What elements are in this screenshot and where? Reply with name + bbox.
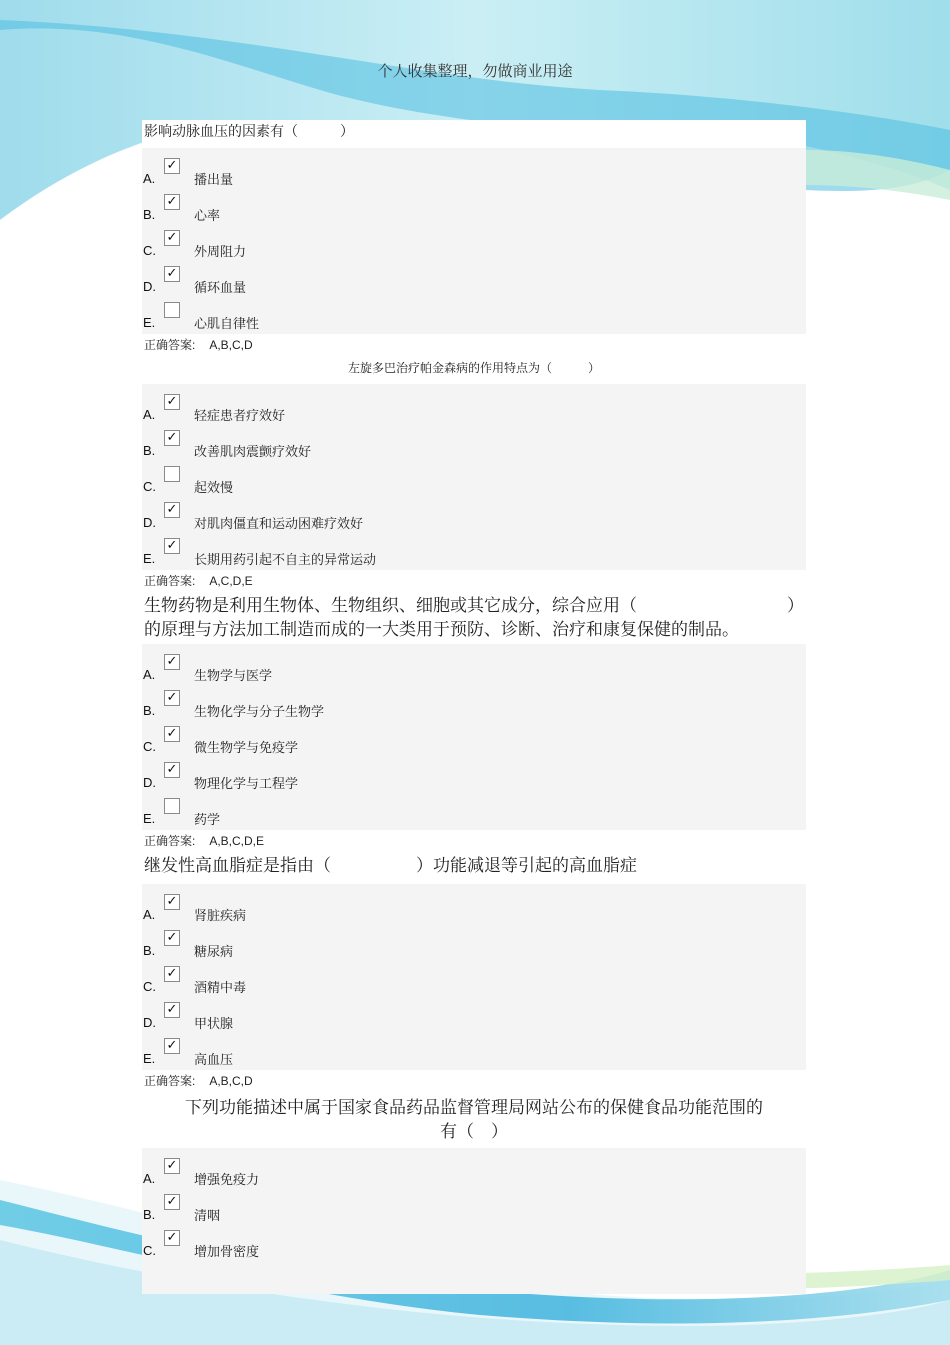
question-2-text: 左旋多巴治疗帕金森病的作用特点为（ ）	[347, 361, 600, 375]
option-a[interactable]	[142, 650, 806, 686]
option-letter: A.	[143, 667, 156, 682]
option-e[interactable]	[142, 794, 806, 830]
checkbox[interactable]: ✓	[164, 762, 180, 778]
option-label: 长期用药引起不自主的异常运动	[194, 553, 377, 568]
page-header: 个人收集整理，勿做商业用途	[377, 62, 573, 80]
option-e[interactable]	[142, 534, 806, 570]
option-label: 播出量	[194, 173, 234, 188]
option-label: 起效慢	[194, 481, 234, 496]
option-label: 微生物学与免疫学	[194, 741, 299, 756]
question-5-line2: 有（ ）	[440, 1122, 508, 1142]
checkbox[interactable]: ✓	[164, 1194, 180, 1210]
question-1-text: 影响动脉血压的因素有（ ）	[144, 124, 354, 140]
checkbox[interactable]: ✓	[164, 266, 180, 282]
option-letter: B.	[143, 207, 156, 222]
option-letter: A.	[143, 407, 156, 422]
option-label: 物理化学与工程学	[194, 777, 299, 792]
option-label: 糖尿病	[194, 945, 234, 960]
option-letter: A.	[143, 907, 156, 922]
checkbox[interactable]: ✓	[164, 966, 180, 982]
option-d[interactable]	[142, 262, 806, 298]
answer-label: 正确答案:	[144, 834, 196, 848]
option-label: 心率	[194, 209, 221, 224]
answer-label: 正确答案:	[144, 1074, 196, 1088]
option-label: 甲状腺	[194, 1017, 234, 1032]
checkbox[interactable]: ✓	[164, 726, 180, 742]
option-label: 清咽	[194, 1209, 221, 1224]
option-letter: E.	[143, 551, 156, 566]
checkbox[interactable]	[164, 302, 180, 318]
question-4-text: 继发性高血脂症是指由（ ）功能减退等引起的高血脂症	[144, 856, 637, 876]
option-letter: D.	[143, 515, 156, 530]
checkbox[interactable]: ✓	[164, 1002, 180, 1018]
option-label: 生物学与医学	[194, 669, 273, 684]
checkbox[interactable]: ✓	[164, 1230, 180, 1246]
option-letter: C.	[143, 243, 156, 258]
option-letter: A.	[143, 171, 156, 186]
option-a[interactable]	[142, 390, 806, 426]
option-label: 生物化学与分子生物学	[194, 705, 325, 720]
checkbox[interactable]: ✓	[164, 158, 180, 174]
checkbox[interactable]: ✓	[164, 1158, 180, 1174]
correct-answer	[142, 1070, 806, 1092]
option-c[interactable]	[142, 226, 806, 262]
option-b[interactable]	[142, 1190, 806, 1226]
option-b[interactable]	[142, 426, 806, 462]
option-letter: D.	[143, 775, 156, 790]
option-letter: E.	[143, 315, 156, 330]
option-d[interactable]	[142, 758, 806, 794]
option-label: 轻症患者疗效好	[194, 409, 286, 424]
checkbox[interactable]: ✓	[164, 230, 180, 246]
option-label: 改善肌肉震颤疗效好	[194, 445, 312, 460]
question-3-text	[142, 592, 806, 644]
option-letter: D.	[143, 1015, 156, 1030]
answer-label: 正确答案:	[144, 574, 196, 588]
option-b[interactable]	[142, 926, 806, 962]
checkbox[interactable]: ✓	[164, 194, 180, 210]
option-letter: A.	[143, 1171, 156, 1186]
option-letter: C.	[143, 1243, 156, 1258]
option-d[interactable]	[142, 998, 806, 1034]
checkbox[interactable]: ✓	[164, 654, 180, 670]
question-1-options	[142, 148, 806, 334]
option-letter: D.	[143, 279, 156, 294]
checkbox[interactable]: ✓	[164, 430, 180, 446]
checkbox[interactable]	[164, 466, 180, 482]
option-b[interactable]	[142, 190, 806, 226]
checkbox[interactable]: ✓	[164, 894, 180, 910]
answer-label: 正确答案:	[144, 338, 196, 352]
question-4-options	[142, 884, 806, 1070]
option-label: 外周阻力	[194, 245, 247, 260]
option-c[interactable]	[142, 462, 806, 498]
checkbox[interactable]: ✓	[164, 394, 180, 410]
option-letter: B.	[143, 443, 156, 458]
question-3-paren: ）	[787, 596, 804, 616]
option-letter: C.	[143, 479, 156, 494]
answer-value: A,B,C,D,E	[209, 834, 265, 848]
checkbox[interactable]: ✓	[164, 690, 180, 706]
option-label: 药学	[194, 813, 221, 828]
question-3-options	[142, 644, 806, 830]
option-label: 酒精中毒	[194, 981, 247, 996]
correct-answer	[142, 830, 806, 852]
option-a[interactable]	[142, 154, 806, 190]
option-c[interactable]	[142, 722, 806, 758]
option-e[interactable]	[142, 298, 806, 334]
option-a[interactable]	[142, 1154, 806, 1190]
option-c[interactable]	[142, 1226, 806, 1262]
option-label: 增加骨密度	[194, 1245, 260, 1260]
answer-value: A,C,D,E	[209, 574, 253, 588]
checkbox[interactable]: ✓	[164, 538, 180, 554]
option-label: 心肌自律性	[194, 317, 260, 332]
option-c[interactable]	[142, 962, 806, 998]
answer-value: A,B,C,D	[209, 338, 253, 352]
option-label: 肾脏疾病	[194, 909, 247, 924]
answer-value: A,B,C,D	[209, 1074, 253, 1088]
option-label: 增强免疫力	[194, 1173, 260, 1188]
option-b[interactable]	[142, 686, 806, 722]
quiz-panel	[142, 120, 806, 1260]
checkbox[interactable]	[164, 798, 180, 814]
question-5-text	[142, 1092, 806, 1148]
option-letter: B.	[143, 1207, 156, 1222]
option-e[interactable]	[142, 1034, 806, 1070]
option-label: 对肌肉僵直和运动困难疗效好	[194, 517, 364, 532]
question-5-options	[142, 1148, 806, 1294]
checkbox[interactable]: ✓	[164, 502, 180, 518]
option-letter: B.	[143, 703, 156, 718]
question-5-line1: 下列功能描述中属于国家食品药品监督管理局网站公布的保健食品功能范围的	[185, 1098, 763, 1118]
correct-answer	[142, 334, 806, 356]
option-letter: C.	[143, 739, 156, 754]
checkbox[interactable]: ✓	[164, 1038, 180, 1054]
option-letter: C.	[143, 979, 156, 994]
option-letter: E.	[143, 811, 156, 826]
option-label: 高血压	[194, 1053, 234, 1068]
option-d[interactable]	[142, 498, 806, 534]
option-letter: E.	[143, 1051, 156, 1066]
question-2-options	[142, 384, 806, 570]
checkbox[interactable]: ✓	[164, 930, 180, 946]
option-a[interactable]	[142, 890, 806, 926]
correct-answer	[142, 570, 806, 592]
option-label: 循环血量	[194, 281, 247, 296]
question-3-line1: 生物药物是利用生物体、生物组织、细胞或其它成分，综合应用（	[144, 596, 637, 616]
option-letter: B.	[143, 943, 156, 958]
question-3-line2: 的原理与方法加工制造而成的一大类用于预防、诊断、治疗和康复保健的制品。	[144, 620, 739, 640]
